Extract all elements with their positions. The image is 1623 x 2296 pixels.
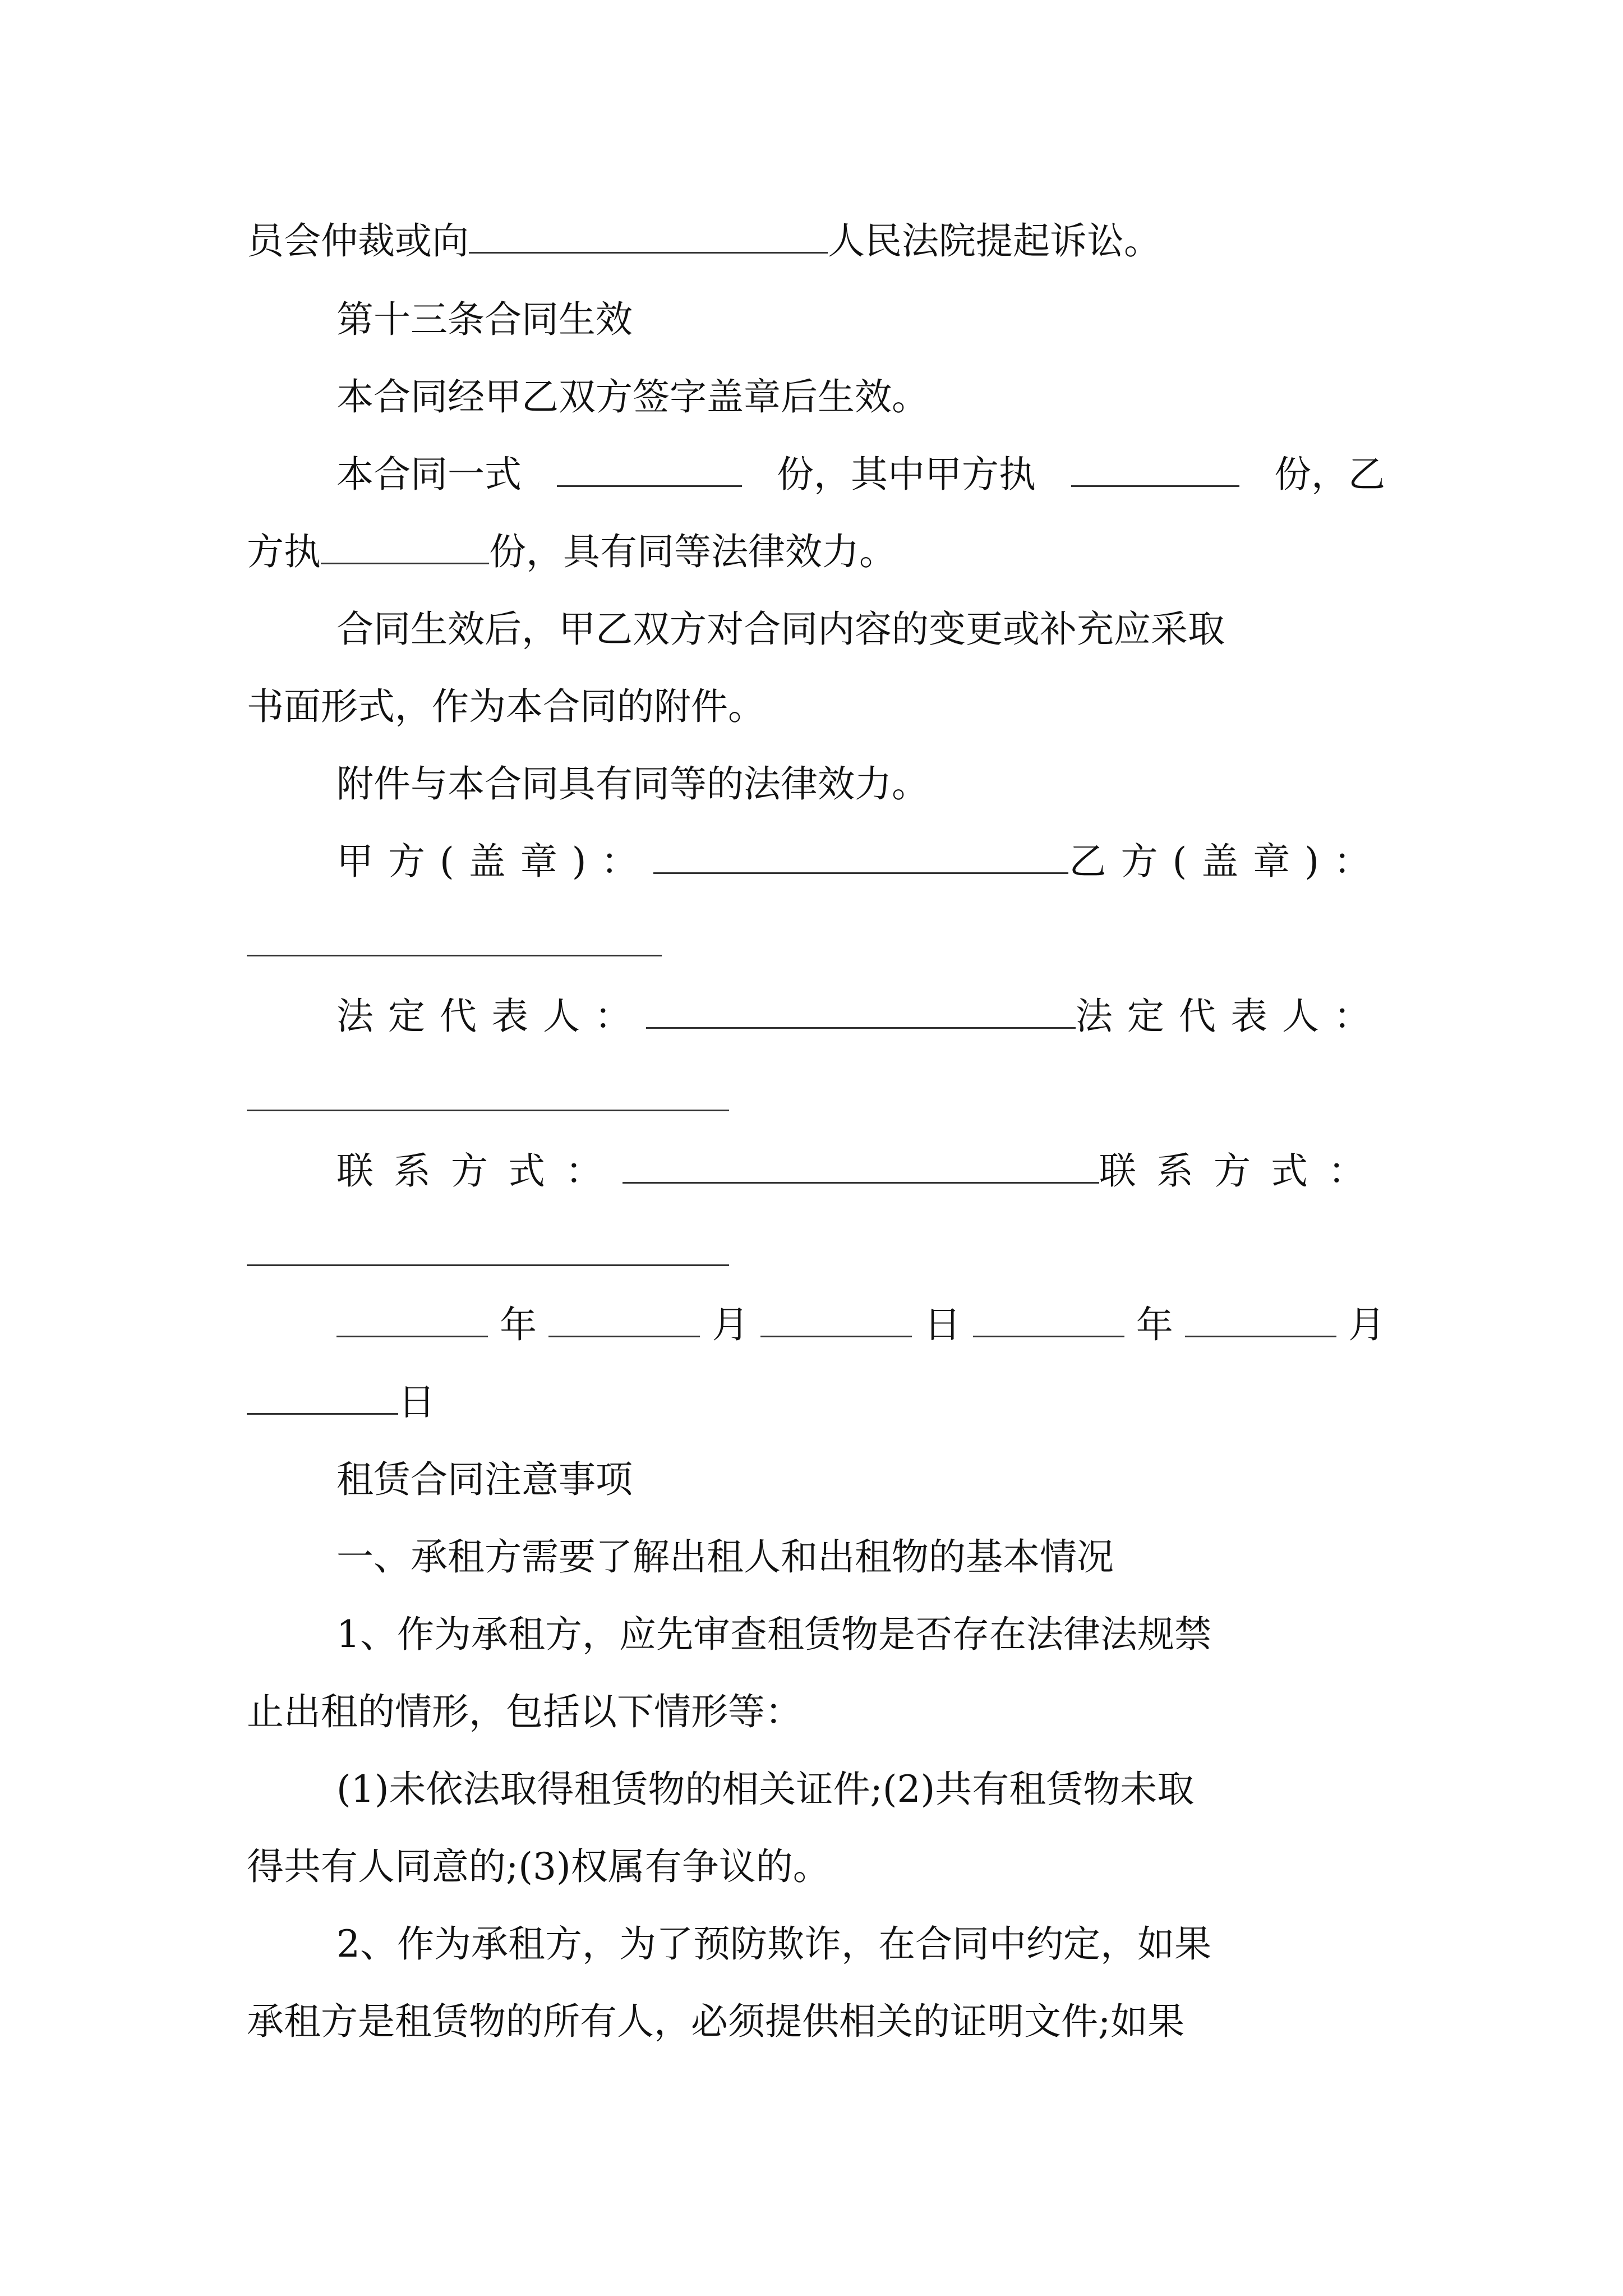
party-a-copies-blank[interactable] (1071, 455, 1239, 487)
party-a-rep-blank[interactable] (646, 997, 1076, 1029)
change-clause-line-1: 合同生效后，甲乙双方对合同内容的变更或补充应采取 (336, 608, 1225, 651)
point-2-line-2: 承租方是租赁物的所有人，必须提供相关的证明文件;如果 (247, 2000, 1185, 2043)
copies-line-1 (336, 435, 1385, 514)
contact-line (336, 1132, 1385, 1211)
arbitration-line (247, 202, 1385, 280)
party-b-contact-label: 联系方式： (1099, 1149, 1385, 1193)
party-b-year-blank[interactable] (973, 1305, 1124, 1337)
change-clause-line-2: 书面形式，作为本合同的附件。 (247, 685, 765, 728)
copies-line-2 (247, 513, 1385, 591)
text-segment: 方执 (247, 530, 321, 573)
party-b-month-blank[interactable] (1185, 1305, 1336, 1337)
point-1-line-2: 止出租的情形，包括以下情形等： (247, 1690, 802, 1733)
month-label: 月 (1348, 1303, 1385, 1346)
party-b-day-blank[interactable] (247, 1383, 398, 1415)
year-label: 年 (500, 1303, 537, 1346)
text-segment: 份，乙 (1274, 453, 1385, 496)
article-13-heading: 第十三条合同生效 (336, 298, 633, 341)
party-a-seal-blank[interactable] (653, 842, 1068, 874)
text-segment: 份，具有同等法律效力。 (489, 530, 896, 573)
party-a-year-blank[interactable] (336, 1305, 488, 1337)
notes-title: 租赁合同注意事项 (336, 1458, 633, 1501)
party-a-seal-label: 甲方(盖章)： (336, 840, 653, 883)
text-segment: 员会仲裁或向 (247, 219, 469, 263)
court-name-blank[interactable] (469, 222, 828, 254)
cases-line-2: 得共有人同意的;(3)权属有争议的。 (247, 1845, 830, 1888)
party-b-rep-blank[interactable] (247, 1110, 729, 1111)
text-segment: 人民法院提起诉讼。 (828, 219, 1161, 263)
month-label: 月 (712, 1303, 749, 1346)
point-2-line-1: 2、作为承租方，为了预防欺诈，在合同中约定，如果 (336, 1922, 1211, 1966)
party-a-month-blank[interactable] (548, 1305, 700, 1337)
point-1-line-1: 1、作为承租方，应先审查租赁物是否存在法律法规禁 (336, 1613, 1211, 1656)
party-a-rep-label: 法定代表人： (336, 995, 646, 1038)
effect-clause: 本合同经甲乙双方签字盖章后生效。 (336, 375, 929, 418)
cases-line-1: (1)未依法取得租赁物的相关证件;(2)共有租赁物未取 (336, 1768, 1195, 1811)
date-line-2 (247, 1363, 1385, 1442)
party-b-seal-label: 乙方(盖章)： (1069, 840, 1385, 883)
year-label: 年 (1136, 1303, 1173, 1346)
party-b-contact-blank[interactable] (247, 1264, 729, 1266)
text-segment: 份，其中甲方执 (777, 453, 1036, 496)
party-a-day-blank[interactable] (760, 1305, 912, 1337)
party-b-copies-blank[interactable] (321, 532, 489, 564)
section-1-heading: 一、承租方需要了解出租人和出租物的基本情况 (336, 1535, 1114, 1579)
party-seal-line (336, 822, 1385, 901)
party-a-contact-label: 联系方式： (336, 1149, 623, 1193)
annex-clause: 附件与本合同具有同等的法律效力。 (336, 762, 929, 806)
legal-rep-line (336, 977, 1385, 1056)
party-a-contact-blank[interactable] (623, 1152, 1099, 1184)
day-label: 日 (924, 1303, 961, 1346)
total-copies-blank[interactable] (557, 455, 742, 487)
date-line (336, 1286, 1385, 1364)
party-b-rep-label: 法定代表人： (1076, 995, 1385, 1038)
day-label: 日 (398, 1381, 435, 1424)
text-segment: 本合同一式 (336, 453, 522, 496)
party-b-seal-blank[interactable] (247, 955, 662, 956)
